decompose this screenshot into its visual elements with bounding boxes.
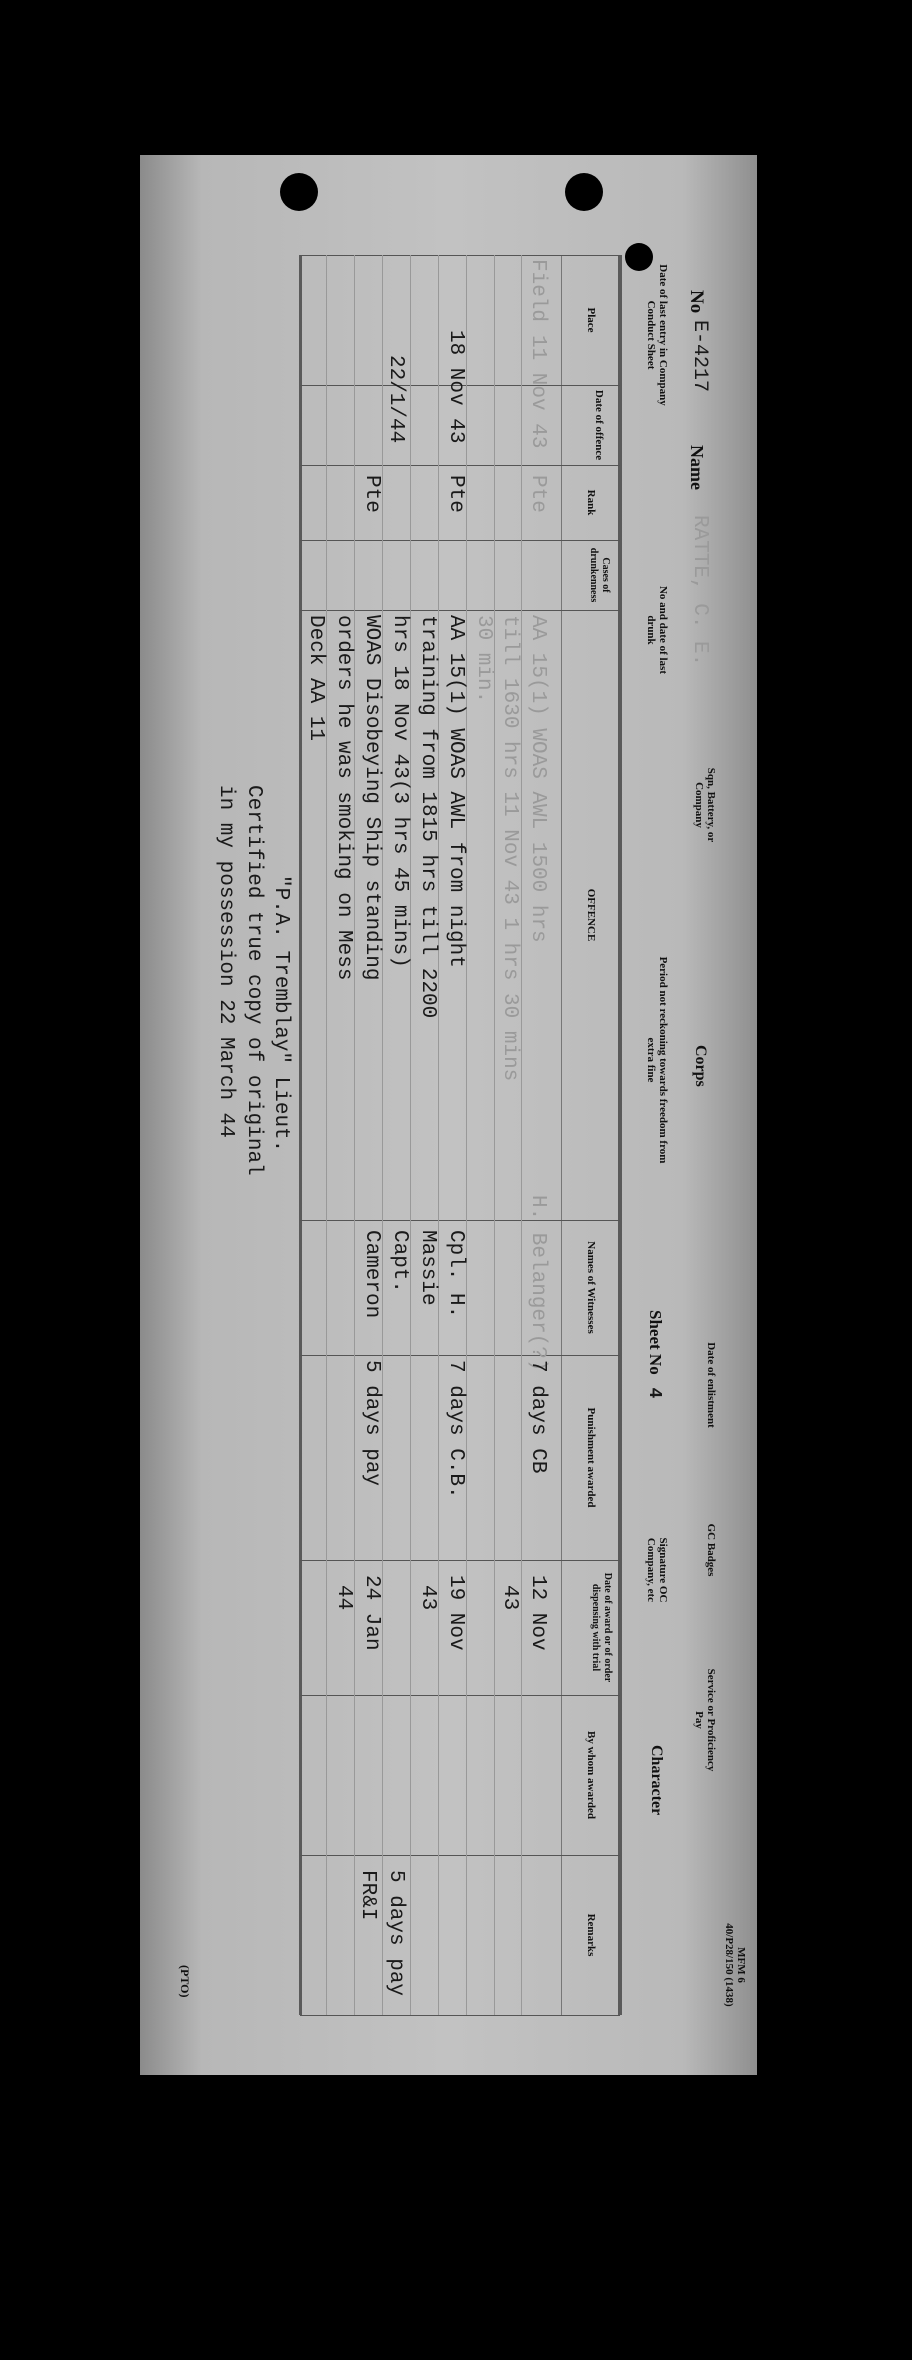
row2-punishment: 7 days C.B. [444, 1360, 467, 1499]
row2-offence-line3: hrs 18 Nov 43(3 hrs 45 mins) [388, 615, 411, 968]
row1-award-date-1: 12 Nov [526, 1575, 549, 1651]
row3-remarks-1: 5 days pay [384, 1870, 407, 1997]
row1-date: 11 Nov 43 [526, 335, 549, 449]
no-label: No [686, 290, 707, 314]
period-label: Period not reckoning towards freedom from extra fine [645, 956, 669, 1164]
gc-badges-label: GC Badges [705, 1523, 717, 1577]
sheet-number: 4 [644, 1387, 664, 1399]
conduct-sheet-card [140, 155, 757, 2075]
header-no-label [685, 290, 707, 313]
signature-label: Signature OC Company, etc [645, 1537, 669, 1603]
header-row-divider [561, 255, 562, 2015]
row2-witness-2: Massie [416, 1230, 439, 1306]
row2-award-date-1: 19 Nov [444, 1575, 467, 1651]
name-value: RATTE, C. E. [688, 515, 711, 667]
table-top-border [618, 255, 622, 2015]
col-header-offence: OFFENCE [585, 888, 597, 942]
character-label: Character [648, 1745, 665, 1816]
certification-line1: Certified true copy of original [242, 785, 265, 1176]
col-header-witnesses: Names of Witnesses [585, 1241, 597, 1334]
row3-offence-line1: WOAS Disobeying Ship standing [360, 615, 383, 981]
sheet-label-text: Sheet No [646, 1310, 665, 1375]
col-divider [300, 255, 620, 256]
col-header-by-whom: By whom awarded [585, 1730, 597, 1819]
sqn-label: Sqn, Battery, or Company [693, 767, 717, 843]
form-code-text: MFM 6 [735, 1947, 747, 1983]
row2-witness-1: Cpl. H. [444, 1230, 467, 1319]
name-label: Name [687, 445, 707, 490]
row3-witness-1: Capt. [388, 1230, 411, 1294]
col-header-drunk: Cases of drunkenness [588, 547, 611, 603]
row-rule [466, 255, 467, 2015]
col-divider [300, 540, 620, 541]
col-header-place: Place [585, 307, 597, 333]
col-header-punishment: Punishment awarded [585, 1407, 597, 1508]
service-number: E-4217 [688, 320, 711, 393]
row2-date: 18 Nov 43 [444, 330, 467, 444]
form-ref-text: 40/P28/150 (1438) [723, 1923, 735, 2007]
row2-rank: Pte [444, 475, 467, 513]
col-header-date: Date of offence [593, 389, 605, 461]
last-entry-label: Date of last entry in Company Conduct Sheet [645, 264, 669, 406]
row3-offence-line3: Deck AA 11 [304, 615, 327, 742]
row-rule [410, 255, 411, 2015]
enlistment-label: Date of enlistment [705, 1342, 717, 1428]
row3-remarks-2: FR&I [356, 1870, 379, 1921]
row1-offence-line1: AA 15(1) WOAS AWL 1500 hrs [526, 615, 549, 943]
row3-award-date-1: 24 Jan [360, 1575, 383, 1651]
row1-rank: Pte [526, 475, 549, 513]
col-divider [300, 2015, 620, 2016]
row3-rank: Pte [360, 475, 383, 513]
row-rule [326, 255, 327, 2015]
corps-label: Corps [692, 1045, 709, 1087]
col-divider [300, 1855, 620, 1856]
row-rule [521, 255, 522, 2015]
last-drunk-label: No and date of last drunk [645, 585, 669, 674]
row2-offence-line1: AA 15(1) WOAS AWL from night [444, 615, 467, 968]
row1-witness: H. Belanger(?) [526, 1195, 549, 1372]
row3-award-date-2: 44 [332, 1585, 355, 1611]
form-code [723, 1910, 747, 2020]
service-pay-label: Service or Proficiency Pay [693, 1668, 717, 1772]
row-rule [438, 255, 439, 2015]
row2-offence-line2: training from 1815 hrs till 2200 [416, 615, 439, 1019]
col-divider [300, 1355, 620, 1356]
row1-award-date-2: 43 [498, 1585, 521, 1611]
col-header-rank: Rank [585, 489, 597, 516]
col-divider [300, 1220, 620, 1221]
col-header-remarks: Remarks [585, 1913, 597, 1957]
row1-punishment: 7 days CB [526, 1360, 549, 1474]
row-rule [494, 255, 495, 2015]
certification-signature: "P.A. Tremblay" Lieut. [269, 875, 292, 1153]
row1-offence-line2: till 1630 hrs 11 Nov 43 1 hrs 30 mins [498, 615, 521, 1082]
row1-offence-line3: 30 min. [472, 615, 495, 704]
row1-place: Field [526, 259, 549, 323]
row3-witness-2: Cameron [360, 1230, 383, 1319]
row-rule [382, 255, 383, 2015]
row2-award-date-2: 43 [416, 1585, 439, 1611]
col-divider [300, 1695, 620, 1696]
col-divider [300, 465, 620, 466]
col-divider [300, 1560, 620, 1561]
table-bottom-border [299, 255, 302, 2015]
certification-line2: in my possession 22 March 44 [214, 785, 237, 1138]
row-rule [354, 255, 355, 2015]
ledger-rotated [157, 155, 757, 2055]
sheet-label [644, 1310, 665, 1398]
row3-offence-line2: orders he was smoking on Mess [332, 615, 355, 981]
pto-footer: (PTO) [178, 1965, 192, 1998]
row3-date: 22/1/44 [384, 355, 407, 444]
col-header-award-date: Date of award or of order dispensing with trial [590, 1572, 613, 1683]
row3-punishment: 5 days pay [360, 1360, 383, 1487]
col-divider [300, 610, 620, 611]
